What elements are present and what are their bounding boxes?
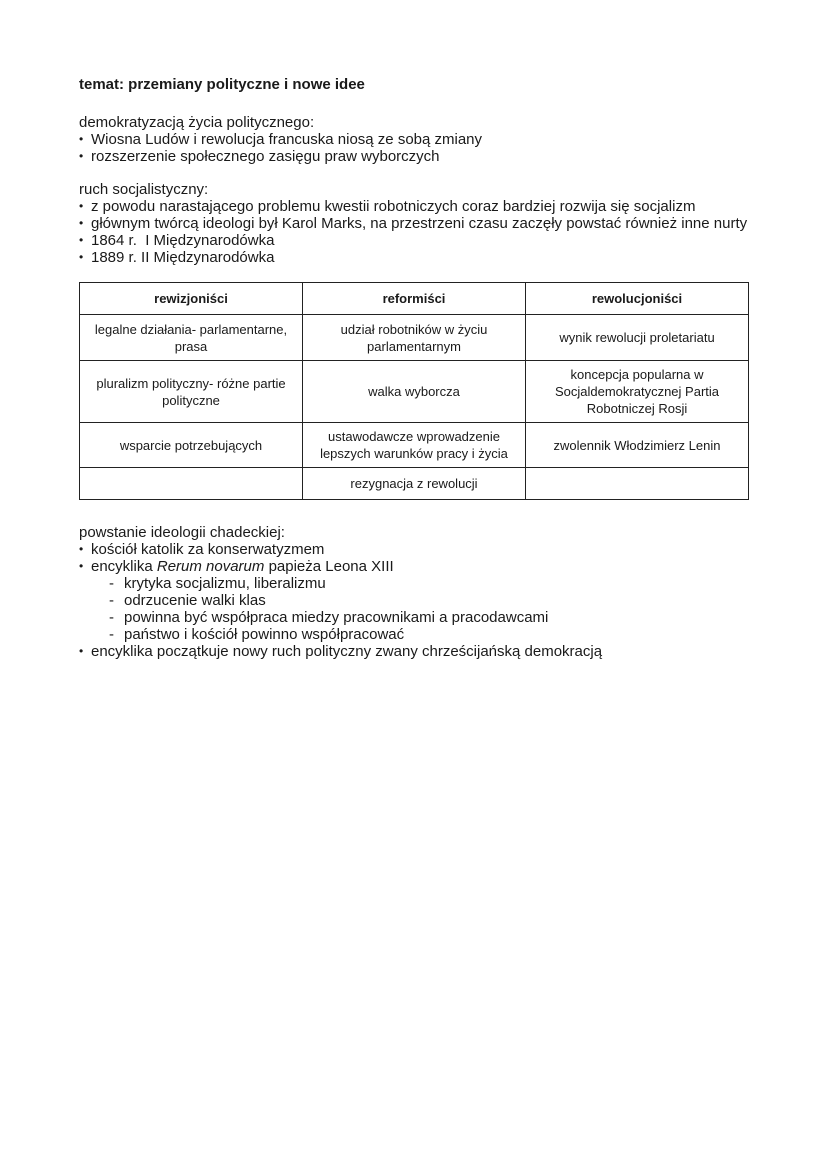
table-row: [80, 315, 749, 361]
table-row: [80, 468, 749, 500]
table-cell: koncepcja popularna w Socjaldemokratycznej Partia Robotniczej Rosji: [526, 361, 749, 423]
page-title: temat: przemiany polityczne i nowe idee: [79, 76, 365, 93]
sub-list-item: - krytyka socjalizmu, liberalizmu: [109, 575, 749, 592]
table-cell: zwolennik Włodzimierz Lenin: [526, 423, 749, 468]
list-item: • rozszerzenie społecznego zasięgu praw wyborczych: [79, 148, 749, 165]
column-header: reformiści: [303, 283, 526, 315]
table-cell: wynik rewolucji proletariatu: [526, 315, 749, 361]
section-democratization: [79, 114, 749, 165]
section-heading: ruch socjalistyczny:: [79, 181, 209, 198]
table-cell: pluralizm polityczny- różne partie polityczne: [80, 361, 303, 423]
table-cell: ustawodawcze wprowadzenie lepszych warunków pracy i życia: [303, 423, 526, 468]
bullet-list: [79, 541, 749, 660]
sub-list: [91, 575, 749, 643]
list-item: • encyklika początkuje nowy ruch polityczny zwany chrześcijańską demokracją: [79, 643, 749, 660]
list-item-text: encyklika: [91, 558, 157, 575]
bullet-list: [79, 131, 749, 165]
list-item: • kościół katolik za konserwatyzmem: [79, 541, 749, 558]
table-cell: wsparcie potrzebujących: [80, 423, 303, 468]
list-item: • Wiosna Ludów i rewolucja francuska niosą ze sobą zmiany: [79, 131, 749, 148]
table-cell: rezygnacja z rewolucji: [303, 468, 526, 500]
table-cell: walka wyborcza: [303, 361, 526, 423]
sub-list-item: - państwo i kościół powinno współpracować: [109, 626, 749, 643]
column-header: rewizjoniści: [80, 283, 303, 315]
table-cell: udział robotników w życiu parlamentarnym: [303, 315, 526, 361]
document-page: [79, 76, 749, 676]
list-item: • z powodu narastającego problemu kwestii robotniczych coraz bardziej rozwija się socjalizm: [79, 198, 749, 215]
section-christian-democracy: [79, 524, 749, 660]
table-row: [80, 361, 749, 423]
encyclical-title: Rerum novarum: [156, 558, 265, 575]
table-cell: [80, 468, 303, 500]
section-heading: powstanie ideologii chadeckiej:: [79, 524, 285, 541]
table-header-row: [80, 283, 749, 315]
list-item: • 1889 r. II Międzynarodówka: [79, 249, 749, 266]
table-row: [80, 423, 749, 468]
sub-list-item: - odrzucenie walki klas: [109, 592, 749, 609]
table-cell: legalne działania- parlamentarne, prasa: [80, 315, 303, 361]
bullet-list: [79, 198, 749, 266]
list-item: • głównym twórcą ideologi był Karol Marks, na przestrzeni czasu zaczęły powstać również inne nurty: [79, 215, 749, 232]
list-item: [79, 558, 749, 643]
list-item-text: papieża Leona XIII: [264, 558, 394, 575]
list-item: • 1864 r. I Międzynarodówka: [79, 232, 749, 249]
ideologies-table: [79, 282, 749, 500]
section-heading: demokratyzacją życia politycznego:: [79, 114, 315, 131]
column-header: rewolucjoniści: [526, 283, 749, 315]
section-socialism: [79, 181, 749, 266]
sub-list-item: - powinna być współpraca miedzy pracownikami a pracodawcami: [109, 609, 749, 626]
table-cell: [526, 468, 749, 500]
